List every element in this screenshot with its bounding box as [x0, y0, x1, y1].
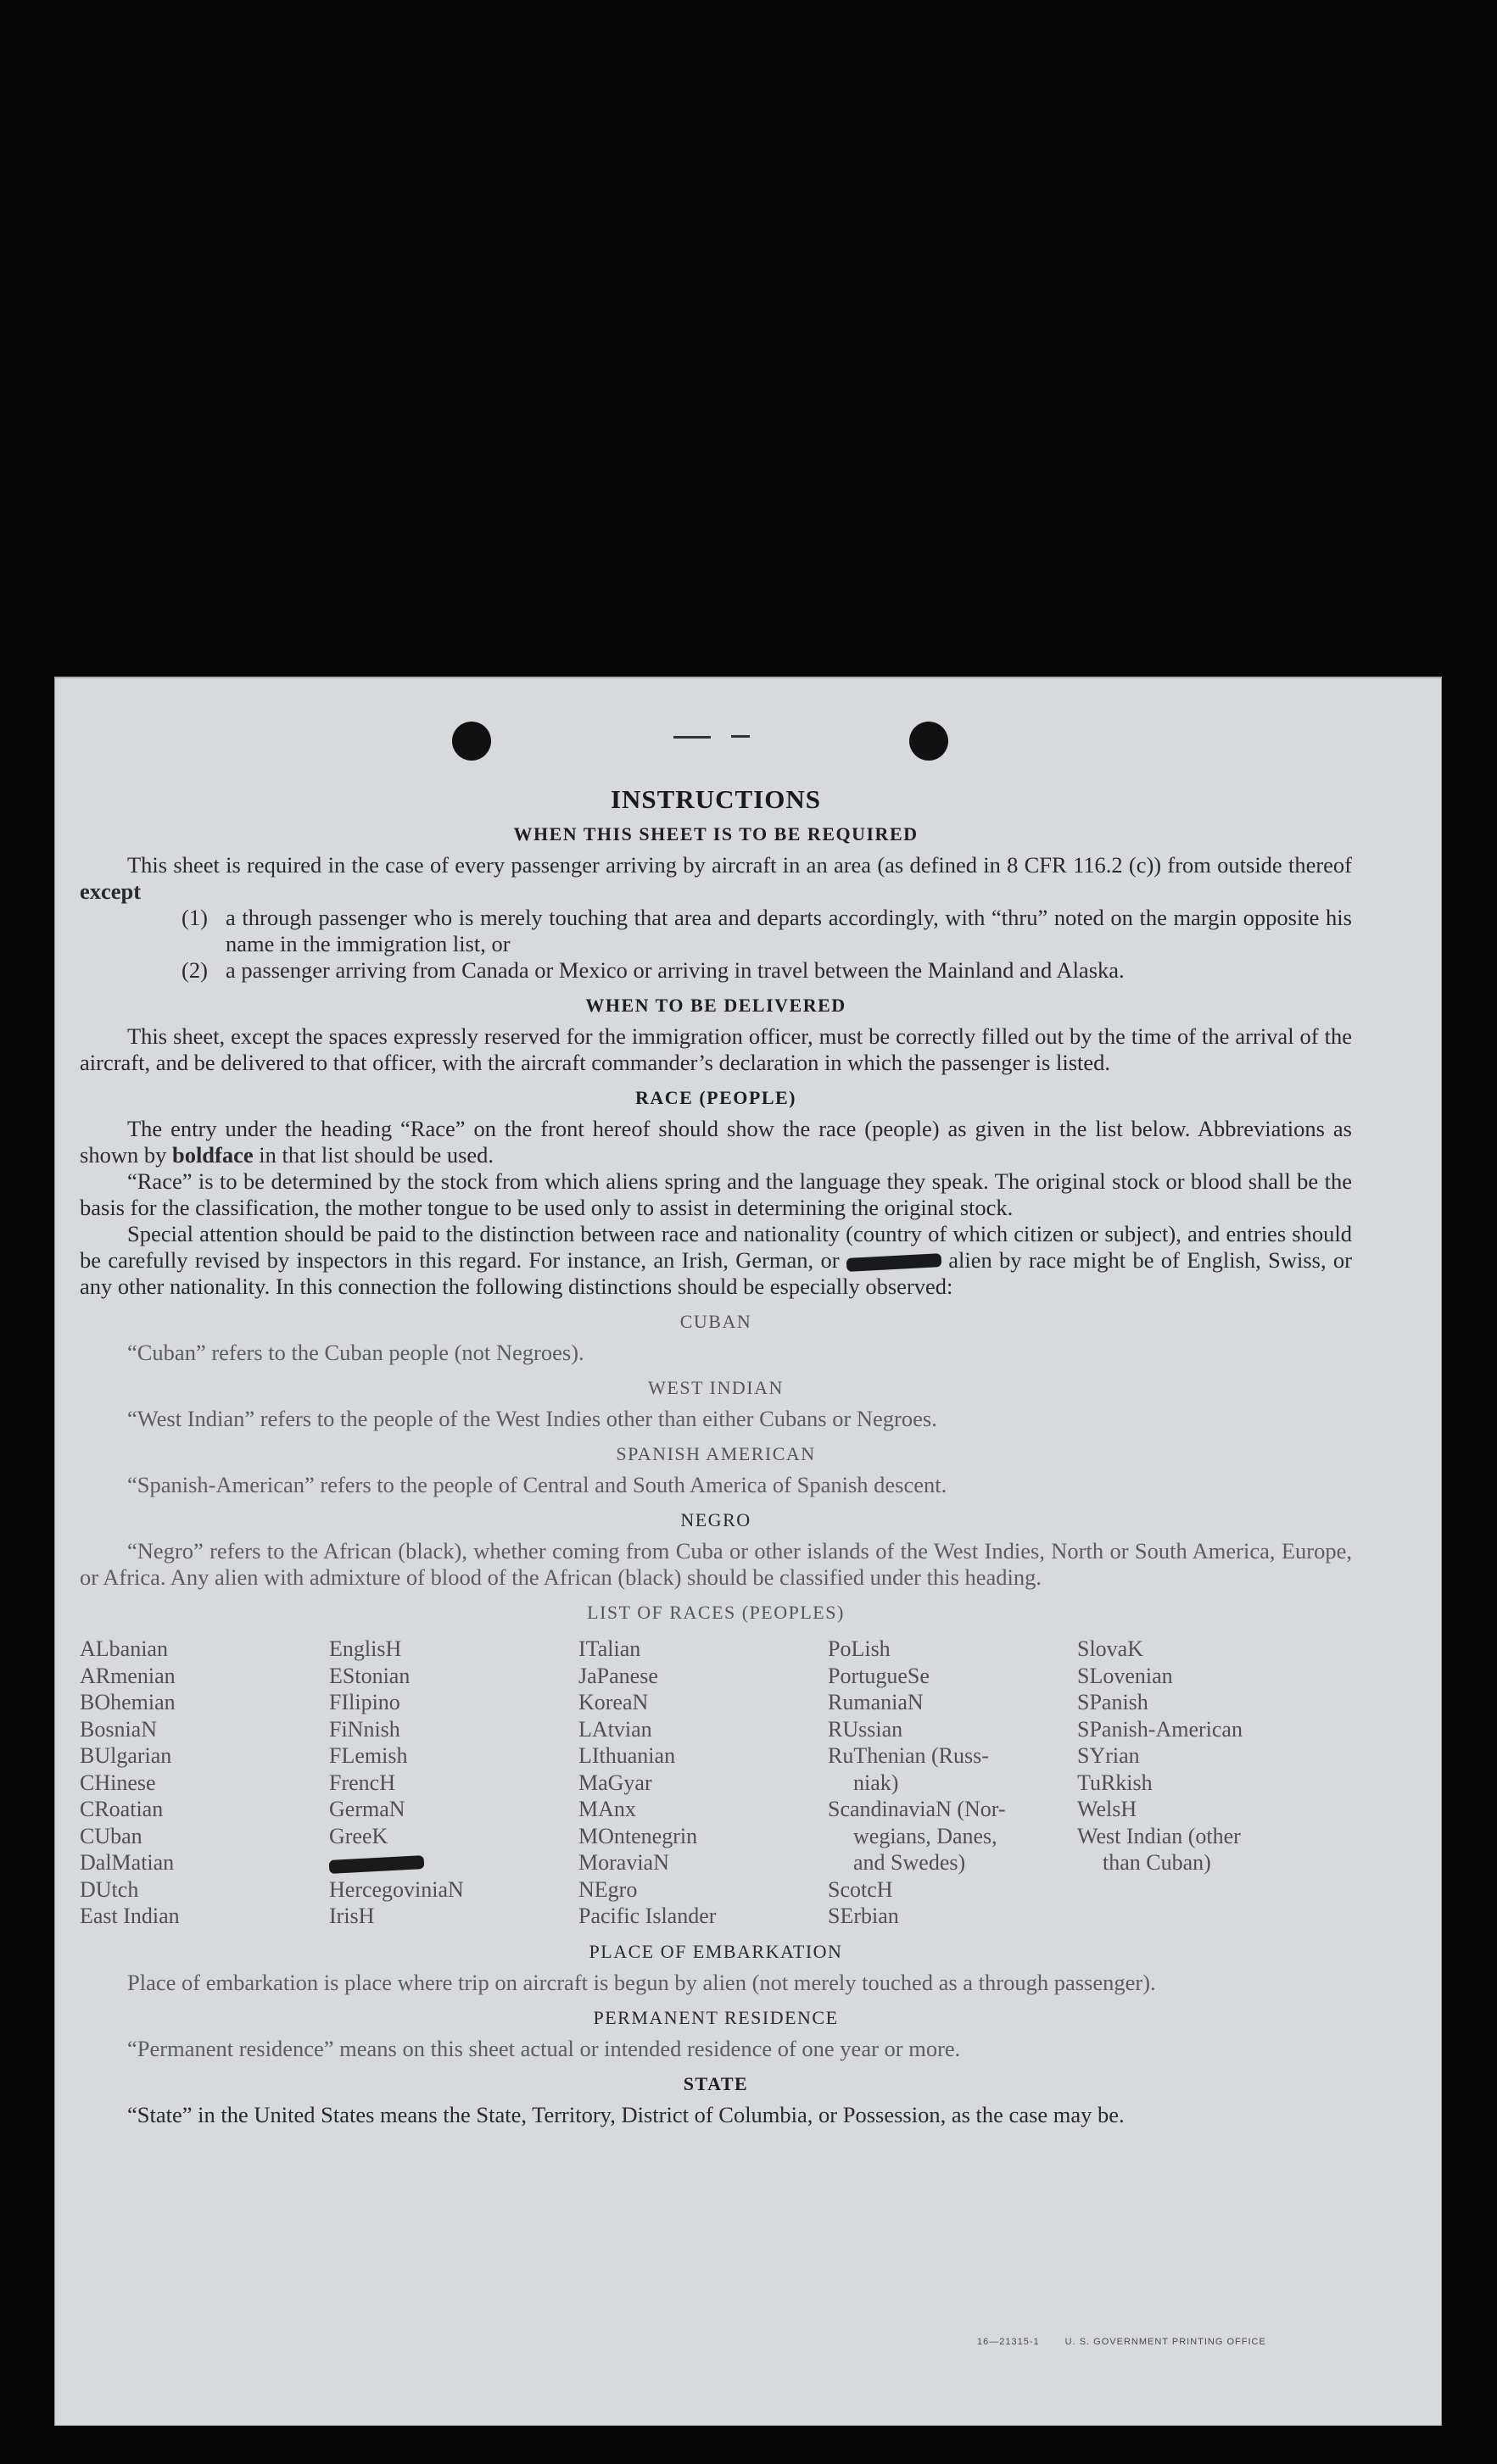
race-entry: FrencH — [329, 1770, 395, 1795]
race-entry: KoreaN — [578, 1690, 649, 1714]
race-entry: RumaniaN — [828, 1690, 924, 1714]
paragraph-when-required — [80, 852, 1352, 905]
race-entry: DUtch — [80, 1876, 139, 1902]
paragraph-west-indian: “West Indian” refers to the people of the West Indies other than either Cubans or Negroes. — [127, 1406, 937, 1431]
race-entry: CUban — [80, 1823, 142, 1848]
race-entry: PortugueSe — [828, 1663, 930, 1688]
heading-race: RACE (PEOPLE) — [635, 1087, 796, 1108]
race-entry: GermaN — [329, 1797, 405, 1821]
when-required-bold: except — [80, 878, 142, 904]
paragraph-residence: “Permanent residence” means on this sheet actual or intended residence of one year or more. — [127, 2035, 961, 2061]
race-entry: EnglisH — [329, 1636, 402, 1661]
race-entry: ITalian — [578, 1636, 641, 1661]
race-entry: MOntenegrin — [578, 1823, 698, 1848]
redaction-scribble — [329, 1855, 425, 1874]
paragraph-when-delivered: This sheet, except the spaces expressly reserved for the immigration officer, must be correctly filled out by the time of the arrival of the aircraft, and be delivered to that officer, with the aircraft commander’s declaration in which the passenger is listed. — [80, 1023, 1352, 1075]
form-number: 16—21315-1 — [977, 2337, 1040, 2347]
paragraph-spanish-american: “Spanish-American” refers to the people of Central and South America of Spanish descent. — [127, 1472, 947, 1497]
race-entry: SPanish-American — [1077, 1716, 1243, 1742]
race-entry: RuThenian (Russ- — [828, 1743, 989, 1768]
race-entry: SPanish — [1077, 1690, 1148, 1714]
race-entry: HercegoviniaN — [329, 1876, 464, 1902]
race-entry: PoLish — [828, 1636, 891, 1661]
heading-when-required: WHEN THIS SHEET IS TO BE REQUIRED — [513, 823, 919, 845]
race-entry: ARmenian — [80, 1663, 176, 1688]
race-entry: CHinese — [80, 1770, 156, 1795]
race-text-a: The entry under the heading “Race” on the front hereof should show the race (people) as given in the list below. Abbreviations as shown by — [80, 1116, 1352, 1168]
races-list — [80, 1636, 1352, 1930]
paragraph-cuban: “Cuban” refers to the Cuban people (not Negroes). — [127, 1340, 584, 1365]
race-entry: wegians, Danes, — [853, 1823, 997, 1848]
race-entry: ALbanian — [80, 1636, 168, 1661]
race-entry: MAnx — [578, 1797, 636, 1821]
race-entry: BosniaN — [80, 1716, 157, 1742]
races-column-2 — [329, 1636, 578, 1930]
race-3-text-b: alien by race might be of English, Swiss, or any other nationality. In this connection the following distinctions should be especially observed: — [80, 1247, 1352, 1299]
race-entry: LIthuanian — [578, 1743, 676, 1768]
paragraph-state: “State” in the United States means the State, Territory, District of Columbia, or Possession, as the case may be. — [127, 2101, 1125, 2127]
race-entry: FiNnish — [329, 1716, 400, 1742]
race-entry: DalMatian — [80, 1850, 175, 1875]
race-text-b: in that list should be used. — [259, 1142, 494, 1168]
race-entry: niak) — [853, 1770, 899, 1795]
paragraph-race-1 — [80, 1116, 1352, 1168]
race-entry: and Swedes) — [853, 1850, 966, 1875]
item-text: a through passenger who is merely touching that area and departs accordingly, with “thru” noted on the margin opposite his name in the immigration list, or — [226, 905, 1352, 956]
punch-hole-left — [452, 722, 491, 761]
races-column-5 — [1077, 1636, 1327, 1930]
race-entry: GreeK — [329, 1823, 388, 1848]
race-entry: LAtvian — [578, 1716, 652, 1742]
heading-west-indian: WEST INDIAN — [648, 1377, 784, 1398]
race-bold-text: boldface — [171, 1142, 254, 1168]
race-entry: ScotcH — [828, 1876, 893, 1902]
instructions-content — [80, 786, 1352, 2128]
race-entry: JaPanese — [578, 1663, 658, 1688]
heading-negro: NEGRO — [680, 1509, 751, 1530]
race-entry: SErbian — [828, 1904, 899, 1928]
heading-list-of-races: LIST OF RACES (PEOPLES) — [587, 1602, 845, 1623]
race-entry: Pacific Islander — [578, 1904, 717, 1928]
page-title: INSTRUCTIONS — [610, 784, 821, 814]
race-entry: East Indian — [80, 1904, 180, 1928]
stray-mark — [673, 736, 711, 739]
race-entry: West Indian (other — [1077, 1823, 1241, 1848]
race-entry: ScandinaviaN (Nor- — [828, 1797, 1006, 1821]
race-entry: MoraviaN — [578, 1850, 669, 1875]
heading-cuban: CUBAN — [679, 1311, 752, 1332]
document-sheet — [54, 677, 1442, 2426]
when-required-text: This sheet is required in the case of every passenger arriving by aircraft in an area (as defined in 8 CFR 116.2 (c)) from outside thereof — [127, 852, 1352, 878]
paragraph-race-2: “Race” is to be determined by the stock from which aliens spring and the language they speak. The original stock or blood shall be the basis for the classification, the mother tongue to be used only to assist in determining the original stock. — [80, 1168, 1352, 1220]
heading-spanish-american: SPANISH AMERICAN — [616, 1443, 816, 1464]
race-3-text-a: Special attention should be paid to the distinction between race and nationality (country of which citizen or subject), and entries should be carefully revised by inspectors in this regard. For instance, an Irish, German, or — [80, 1221, 1352, 1273]
race-entry: FLemish — [329, 1743, 408, 1768]
race-entry: CRoatian — [80, 1797, 164, 1821]
race-entry: NEgro — [578, 1876, 638, 1902]
races-column-3 — [578, 1636, 828, 1930]
race-entry: MaGyar — [578, 1770, 652, 1795]
race-entry: IrisH — [329, 1904, 375, 1928]
race-entry: SlovaK — [1077, 1636, 1143, 1661]
item-text: a passenger arriving from Canada or Mexico or arriving in travel between the Mainland and Alaska. — [226, 957, 1125, 983]
race-entry: FIlipino — [329, 1690, 400, 1714]
races-column-1 — [80, 1636, 329, 1930]
heading-state: STATE — [683, 2072, 749, 2094]
paragraph-embarkation: Place of embarkation is place where trip on aircraft is begun by alien (not merely touched as a through passenger). — [127, 1969, 1156, 1995]
printer-name: U. S. GOVERNMENT PRINTING OFFICE — [1064, 2337, 1266, 2347]
heading-residence: PERMANENT RESIDENCE — [593, 2006, 839, 2028]
punch-hole-right — [909, 722, 948, 761]
race-entry: EStonian — [329, 1663, 411, 1688]
paragraph-negro: “Negro” refers to the African (black), whether coming from Cuba or other islands of the West Indies, North or South America, Europe, or Africa. Any alien with admixture of blood of the African (black) should be classified under this heading. — [80, 1538, 1352, 1590]
race-entry: TuRkish — [1077, 1770, 1153, 1795]
item-number: (2) — [182, 957, 208, 983]
race-entry: WelsH — [1077, 1797, 1137, 1821]
heading-when-delivered: WHEN TO BE DELIVERED — [585, 995, 846, 1016]
paragraph-race-3 — [80, 1221, 1352, 1300]
heading-embarkation: PLACE OF EMBARKATION — [589, 1940, 843, 1962]
race-entry: SLovenian — [1077, 1663, 1173, 1688]
list-item — [80, 957, 1352, 984]
redaction-scribble — [846, 1253, 942, 1272]
printer-footer — [977, 2337, 1288, 2347]
race-entry: RUssian — [828, 1716, 903, 1742]
race-entry-redacted — [329, 1849, 578, 1876]
races-column-4 — [828, 1636, 1077, 1930]
race-entry: BOhemian — [80, 1690, 176, 1714]
race-entry: SYrian — [1077, 1743, 1140, 1768]
list-item — [80, 905, 1352, 957]
race-entry: BUlgarian — [80, 1743, 172, 1768]
race-entry: than Cuban) — [1103, 1850, 1211, 1875]
stray-mark — [731, 735, 750, 738]
item-number: (1) — [182, 905, 208, 930]
